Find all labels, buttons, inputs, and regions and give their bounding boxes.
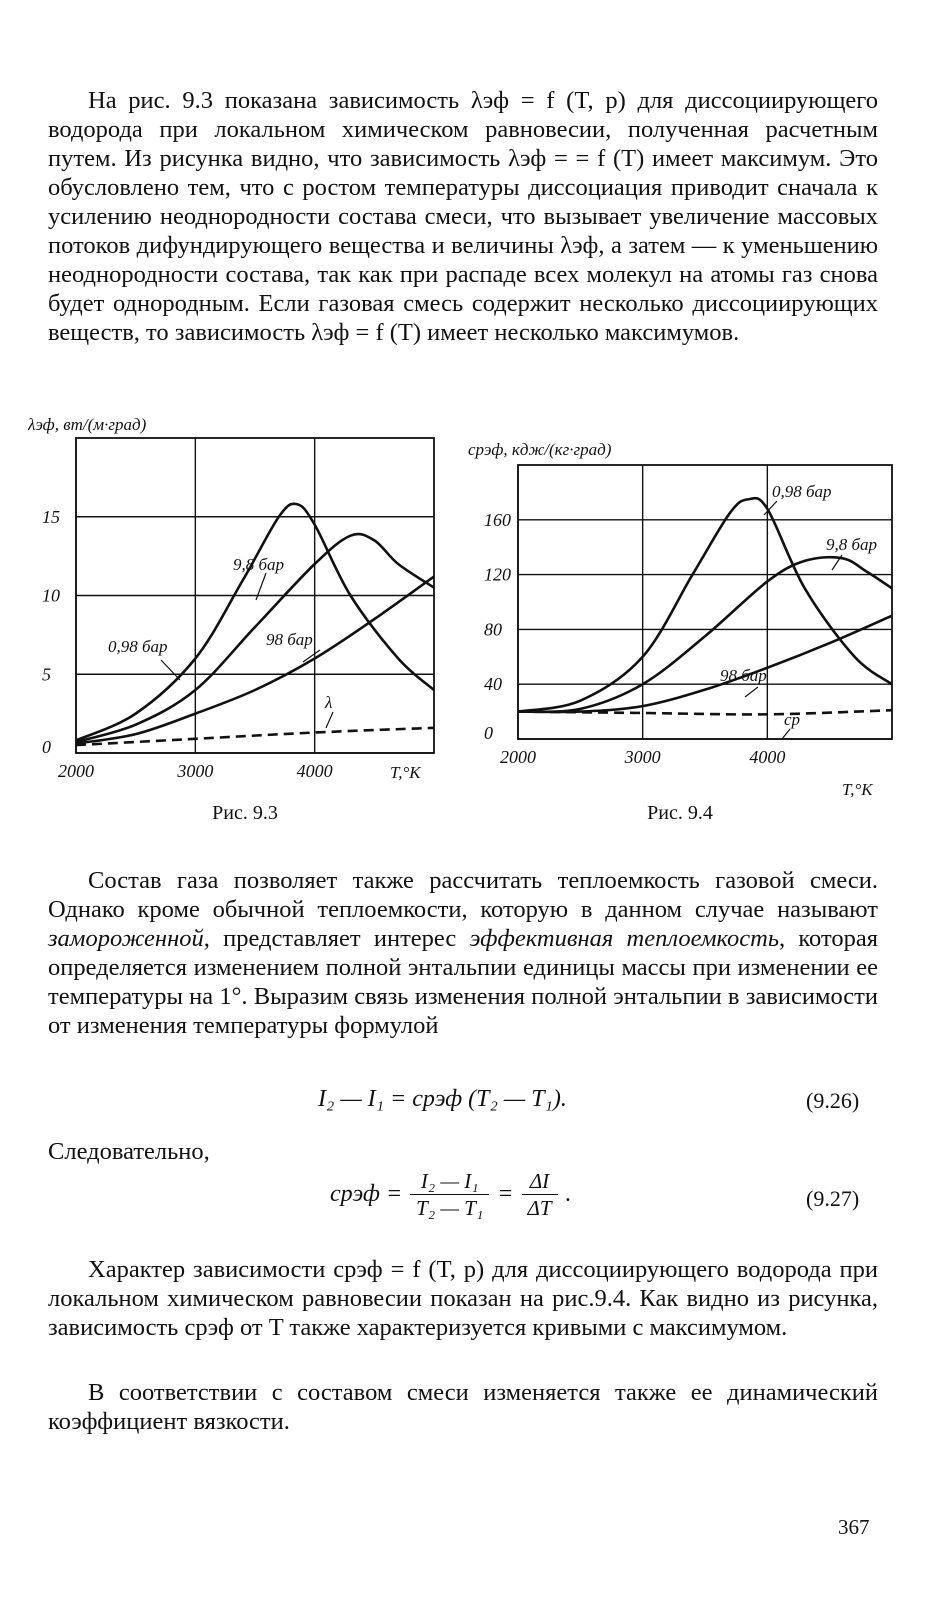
p2-italic-frozen: замороженной — [48, 925, 204, 952]
paragraph-intro: На рис. 9.3 показана зависимость λэф = f (T, p) для диссоциирующего водорода при локальном химическом равновесии, полученная расчетным путем. Из рисунка видно, что зависимость λэф = = f (T) имеет максимум. Это обусловлено тем, что с ростом температуры диссоциация приводит сначала к усилению неоднородности состава смеси, что вызывает увеличение массовых потоков дифундирующего вещества и величины λэф, а затем — к уменьшению неоднородности состава, так как при распаде всех молекул на атомы газ снова будет однородным. Если газовая смесь содержит несколько диссоциирующих веществ, то зависимость λэф = f (T) имеет несколько максимумов. — [48, 87, 878, 346]
fraction-2-denominator: ΔT — [527, 1196, 552, 1220]
fraction-1-denominator: T₂ — T₁ — [416, 1196, 484, 1220]
x-tick-label: 4000 — [749, 747, 786, 767]
x-tick-label: 2000 — [58, 761, 94, 781]
chart-fig-9-3 — [28, 410, 448, 800]
x-tick-label: 3000 — [624, 747, 661, 767]
formula-9-27-dot: . — [565, 1181, 572, 1207]
p2-text-end: , которая определяется изменением полной энтальпии единицы массы при изменении ее температуры на 1°. Выразим связь изменения полной энтальпии в зависимости от изменения температуры формулой — [48, 925, 879, 1039]
x-axis-label: T,°K — [842, 780, 873, 799]
text-sledovatelno: Следовательно, — [48, 1138, 210, 1165]
page-number: 367 — [838, 1515, 870, 1539]
series-line — [76, 504, 434, 741]
y-axis-label: cpэф, кдж/(кг·град) — [468, 440, 612, 459]
fraction-1-numerator: I₂ — I₁ — [410, 1168, 489, 1195]
y-tick-label: 0 — [42, 737, 51, 757]
series-label: 0,98 бар — [108, 637, 168, 656]
series-label: cp — [784, 710, 801, 729]
series-label-leader — [161, 660, 180, 680]
caption-fig-9-3: Рис. 9.3 — [212, 802, 278, 824]
fraction-2 — [522, 1168, 558, 1221]
series-label-leader — [782, 729, 790, 739]
y-tick-label: 10 — [42, 585, 60, 606]
series-label-leader — [326, 712, 333, 728]
series-label: 98 бар — [266, 630, 313, 649]
y-tick-label: 160 — [484, 509, 511, 530]
p2-text-mid: , представляет интерес — [203, 925, 470, 952]
p2-text-start: Состав газа позволяет также рассчитать теплоемкость газовой смеси. Однако кроме обычной теплоемкости, которую в данном случае называют — [48, 867, 878, 923]
x-tick-label: 2000 — [500, 747, 536, 767]
series-label: 98 бар — [720, 666, 767, 685]
series-label: λ — [325, 693, 333, 712]
y-axis-label: λэф, вт/(м·град) — [28, 415, 147, 434]
paragraph-cp-character: Характер зависимости cpэф = f (T, p) для диссоциирующего водорода при локальном химическом равновесии показан на рис.9.4. Как видно из рисунка, зависимость cpэф от T также характеризуется кривыми с максимумом. — [48, 1256, 878, 1341]
paragraph-heat-capacity — [48, 866, 878, 1040]
plot-frame — [518, 465, 892, 739]
y-tick-label: 0 — [484, 723, 493, 743]
equation-number-9-26: (9.26) — [806, 1088, 860, 1113]
series-label: 9,8 бар — [233, 555, 285, 574]
series-line — [518, 616, 892, 712]
series-label: 9,8 бар — [826, 535, 878, 554]
y-tick-label: 80 — [484, 619, 502, 640]
paragraph-viscosity: В соответствии с составом смеси изменяется также ее динамический коэффициент вязкости. — [48, 1379, 878, 1435]
series-label-leader — [745, 687, 758, 697]
formula-9-27-equals: = — [497, 1181, 514, 1207]
y-tick-label: 15 — [42, 506, 60, 527]
fraction-2-numerator: ΔI — [522, 1168, 558, 1195]
p2-italic-effective: эффективная теплоемкость — [469, 925, 779, 952]
fraction-1 — [410, 1168, 489, 1221]
series-line — [518, 498, 892, 712]
formula-9-27 — [330, 1168, 572, 1221]
series-label: 0,98 бар — [772, 482, 832, 501]
x-tick-label: 3000 — [177, 761, 214, 781]
y-tick-label: 40 — [484, 674, 502, 695]
x-tick-label: 4000 — [296, 761, 333, 781]
formula-9-26: I₂ — I₁ = cpэф (T₂ — T₁). — [318, 1086, 567, 1112]
y-tick-label: 5 — [42, 664, 51, 685]
x-axis-label: T,°K — [390, 763, 421, 782]
caption-fig-9-4: Рис. 9.4 — [647, 802, 713, 824]
equation-number-9-27: (9.27) — [806, 1186, 860, 1211]
y-tick-label: 120 — [484, 564, 511, 585]
chart-fig-9-4 — [462, 435, 910, 805]
formula-9-27-lhs: cpэф = — [330, 1181, 403, 1207]
